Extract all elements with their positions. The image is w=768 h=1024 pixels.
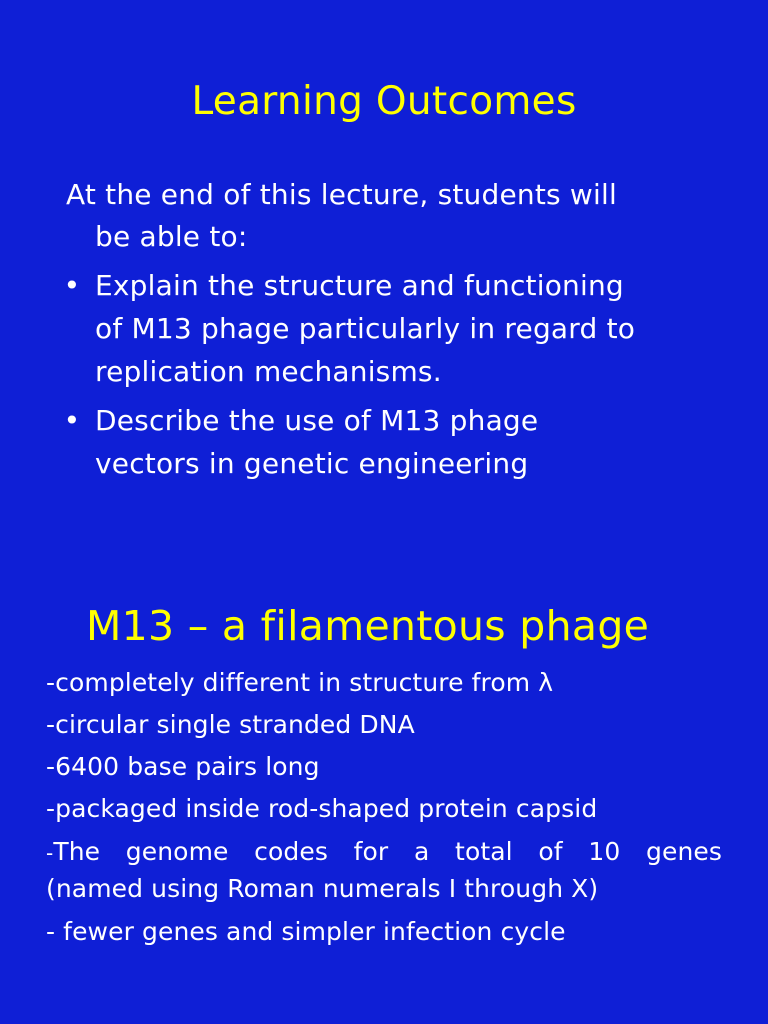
learning-outcomes-title: Learning Outcomes [191,79,577,124]
bullet-marker: • [63,269,81,302]
m13-facts-list [46,662,722,953]
fact-item-genome [46,834,722,871]
outcome-1-line-2: of M13 phage particularly in regard to [95,312,636,345]
genome-dash: - [46,841,54,865]
outcome-item [58,399,728,485]
outcome-2-line-2: vectors in genetic engineering [95,447,529,480]
outcomes-list [58,264,728,491]
outcome-1-line-1: Explain the structure and functioning [95,269,624,302]
outcome-2-line-1: Describe the use of M13 phage [95,404,539,437]
m13-title: M13 – a filamentous phage [86,602,650,650]
bullet-marker: • [63,404,81,437]
intro-line-1: At the end of this lecture, students will [66,178,617,211]
genome-line-2: (named using Roman numerals I through X) [46,874,599,903]
outcome-1-line-3: replication mechanisms. [95,355,442,388]
outcome-item [58,264,728,393]
genome-line-1: The genome codes for a total of 10 genes [53,837,722,866]
intro-text [66,174,726,258]
intro-line-2: be able to: [95,220,248,253]
fact-item: -packaged inside rod-shaped protein capsid [46,794,598,823]
fact-item: -6400 base pairs long [46,752,320,781]
fact-item: -circular single stranded DNA [46,710,415,739]
fact-item: - fewer genes and simpler infection cycle [46,917,566,946]
fact-item: -completely different in structure from λ [46,668,554,697]
